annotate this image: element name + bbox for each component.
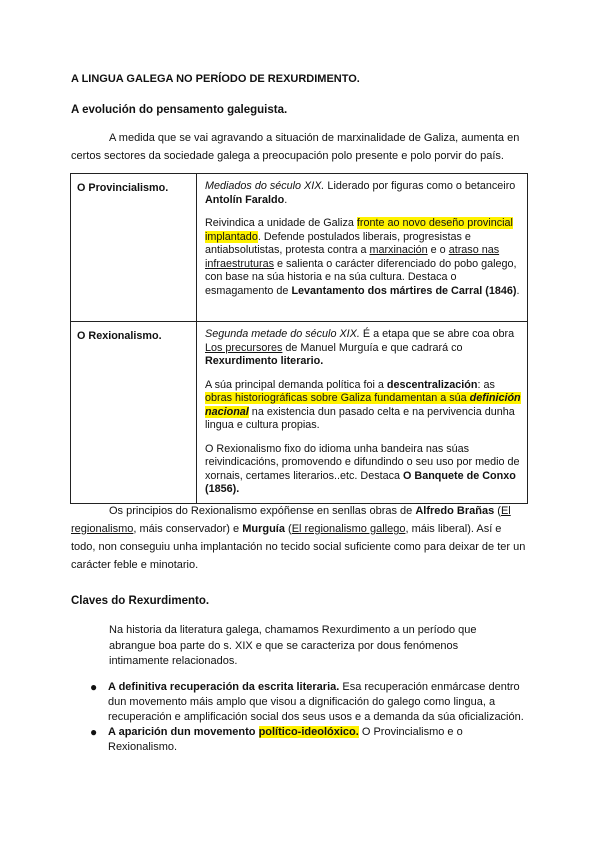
text-span: É a etapa que se abre coa obra xyxy=(359,328,515,340)
intro-paragraph: A medida que se vai agravando a situación de marxinalidade de Galiza, aumenta en certos sectores da sociedade galega a preocupación polo presente e polo porvir do país. xyxy=(71,132,520,162)
provincialismo-summary xyxy=(205,180,521,207)
bullet-icon: ● xyxy=(90,725,98,739)
underlined-text: marxinación xyxy=(369,244,428,256)
text-span: Os principios do Rexionalismo expóñense en senllas obras de xyxy=(109,505,416,517)
after-table-paragraph xyxy=(71,502,526,574)
row-content-rexionalismo xyxy=(197,322,528,504)
section-heading-evolution: A evolución do pensamento galeguista. xyxy=(71,104,288,116)
period-label: Segunda metade do século XIX. xyxy=(205,328,360,340)
bold-text: A aparición dun movemento xyxy=(108,726,259,738)
highlighted-text: político-ideolóxico. xyxy=(258,726,359,738)
text-span: O Provincialismo e o Rexionalismo. xyxy=(108,726,463,753)
author-name: Murguía xyxy=(242,523,285,535)
claves-intro-paragraph: Na historia da literatura galega, chamamos Rexurdimento a un período que abrangue boa parte do s. XIX e que se caracteriza por dous fenómenos intimamente relacionados. xyxy=(109,624,477,667)
bullet-icon: ● xyxy=(90,680,98,694)
claves-list xyxy=(90,680,530,755)
text-span: . xyxy=(516,284,520,297)
highlighted-text: definición nacional xyxy=(205,392,521,418)
row-label-rexionalismo: O Rexionalismo. xyxy=(71,322,197,504)
text-span: Reivindica a unidade de Galiza xyxy=(205,217,357,229)
rexionalismo-summary xyxy=(205,328,521,369)
text-span: A súa principal demanda política foi a xyxy=(205,378,387,391)
row-label-provincialismo: O Provincialismo. xyxy=(71,174,197,322)
text-span: , máis conservador) e xyxy=(133,523,243,535)
text-span: O Rexionalismo fixo do idioma unha bandeira nas súas reivindicacións, promovendo e difundindo o seu uso por medio de xornais, certames literarios..etc. Destaca xyxy=(205,442,520,482)
list-item xyxy=(90,725,530,755)
text-span: Liderado por figuras como o betanceiro xyxy=(324,180,516,192)
highlighted-text: obras historiográficas sobre Galiza fundamentan a súa xyxy=(205,392,470,404)
highlighted-text: fronte ao novo deseño provincial implantado xyxy=(205,217,513,243)
bold-text: O Banquete de Conxo (1856). xyxy=(205,469,516,495)
document-title: A LINGUA GALEGA NO PERÍODO DE REXURDIMENTO. xyxy=(71,73,360,85)
rexionalismo-demand xyxy=(205,379,521,433)
person-name: Antolín Faraldo xyxy=(205,193,285,206)
underlined-text: atraso nas infraestruturas xyxy=(205,244,500,270)
text-span: . Defende postulados liberais, progresistas e antiabsolutistas, protesta contra a xyxy=(205,230,471,256)
bold-text: descentralización xyxy=(386,378,478,391)
text-span: , máis liberal). Así e todo, non conseguiu unha implantación no tecido social suficiente como para deixar de ter un carácter feble e minotario. xyxy=(71,523,526,571)
table-row xyxy=(71,174,528,322)
author-name: Alfredo Brañas xyxy=(415,505,495,517)
row-content-provincialismo xyxy=(197,174,528,322)
text-span: e salienta o carácter diferenciado do pobo galego, con base na súa historia e na súa cultura. Destaca o esmagamento de xyxy=(205,257,517,297)
rexionalismo-language xyxy=(205,443,521,497)
movements-table xyxy=(70,173,528,504)
text-span: e o xyxy=(427,244,449,256)
underlined-text: Los precursores xyxy=(205,341,283,354)
table-row xyxy=(71,322,528,504)
text-span: . xyxy=(284,193,288,206)
list-item xyxy=(90,680,530,725)
text-span: ( xyxy=(284,523,292,535)
text-span: : as xyxy=(477,378,495,391)
text-span: ( xyxy=(494,505,501,517)
work-title: El regionalismo xyxy=(71,505,511,535)
text-span: na existencia dun pasado celta e na pervivencia dunha lingua e cultura propias. xyxy=(205,405,515,431)
period-label: Mediados do século XIX. xyxy=(205,180,325,192)
bold-text: Levantamento dos mártires de Carral (1846) xyxy=(291,284,517,297)
bold-text: Rexurdimento literario. xyxy=(205,355,324,367)
provincialismo-detail xyxy=(205,217,521,298)
text-span: de Manuel Murguía e que cadrará co xyxy=(282,341,463,354)
bold-text: A definitiva recuperación da escrita literaria. xyxy=(108,681,340,693)
section-heading-claves: Claves do Rexurdimento. xyxy=(71,595,210,607)
work-title: El regionalismo gallego xyxy=(291,523,406,535)
text-span: Esa recuperación enmárcase dentro dun movemento máis amplo que visou a dignificación do galego como lingua, a recuperación e amplificación social dos seus usos e a demanda da súa oficialización. xyxy=(108,681,524,723)
